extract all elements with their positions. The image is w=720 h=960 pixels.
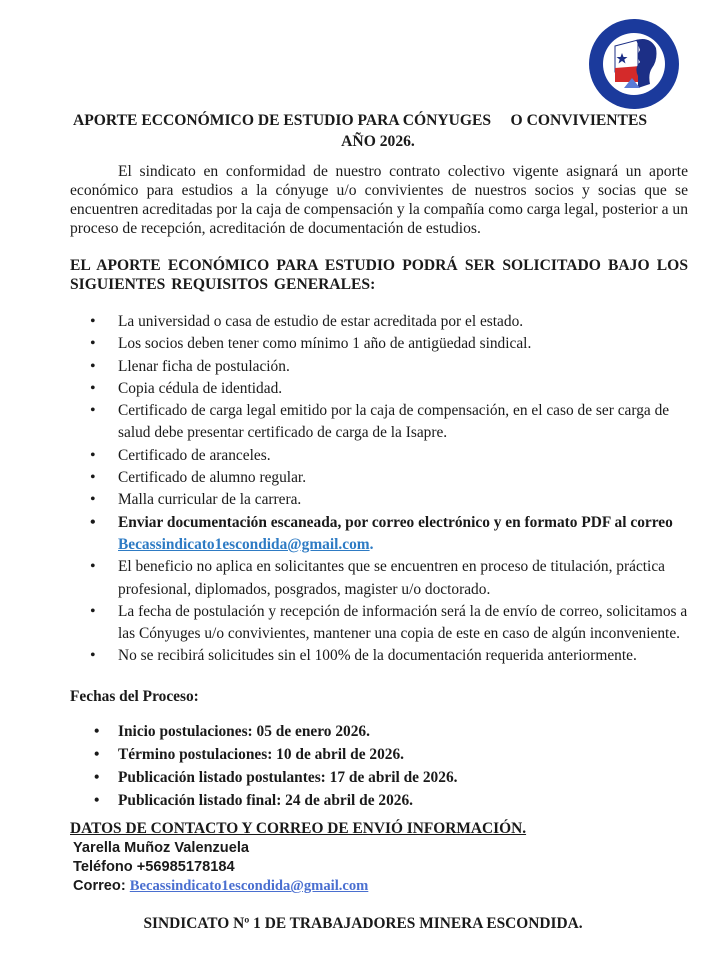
contact-block [73, 839, 368, 896]
requirement-item: • Certificado de alumno regular. [70, 467, 690, 489]
requirement-item: • La fecha de postulación y recepción de información será la de envío de correo, solicitamos a las Cónyuges u/o convivientes, mantener una copia de este en caso de algún inconveniente. [70, 601, 690, 646]
requirement-item: • La universidad o casa de estudio de estar acreditada por el estado. [70, 311, 690, 333]
contact-email-row [73, 877, 368, 896]
contact-phone: Teléfono +56985178184 [73, 859, 235, 875]
intro-paragraph: El sindicato en conformidad de nuestro contrato colectivo vigente asignará un aporte económico para estudios a la cónyuge u/o convivientes de nuestros socios y socias que se encuentren acreditadas por la caja de compensación y la compañía como carga legal, posterior a un proceso de recepción, acreditación de documentación de estudios. [70, 163, 688, 237]
send-docs-text: Enviar documentación escaneada, por correo electrónico y en formato PDF al correo [118, 513, 673, 531]
requirement-item: • No se recibirá solicitudes sin el 100% de la documentación requerida anteriormente. [70, 645, 690, 667]
email-link[interactable]: Becassindicato1escondida@gmail.com [118, 535, 370, 553]
title-line-1: APORTE ECCONÓMICO DE ESTUDIO PARA CÓNYUGES O CONVIVIENTES [73, 112, 648, 129]
contact-email-label: Correo: [73, 878, 130, 894]
date-item: • Publicación listado postulantes: 17 de abril de 2026. [70, 766, 670, 789]
contact-heading: DATOS DE CONTACTO Y CORREO DE ENVIÓ INFORMACIÓN. [70, 820, 527, 837]
union-emblem-icon [588, 18, 680, 110]
requirement-item: • Certificado de aranceles. [70, 445, 690, 467]
date-item: • Término postulaciones: 10 de abril de 2026. [70, 743, 670, 766]
date-item: • Inicio postulaciones: 05 de enero 2026. [70, 720, 670, 743]
footer-signature: SINDICATO Nº 1 DE TRABAJADORES MINERA ESCONDIDA. [143, 915, 583, 932]
title-line-2: AÑO 2026. [341, 133, 415, 150]
requirement-item-send-docs [70, 512, 690, 557]
document-title [68, 110, 688, 152]
date-item: • Publicación listado final: 24 de abril de 2026. [70, 789, 670, 812]
requirement-item: • Llenar ficha de postulación. [70, 356, 690, 378]
union-logo [588, 18, 680, 110]
process-dates-list [70, 720, 670, 812]
requirement-item: • El beneficio no aplica en solicitantes que se encuentren en proceso de titulación, práctica profesional, diplomados, posgrados, magister u/o doctorado. [70, 556, 690, 601]
send-docs-suffix: . [369, 535, 374, 553]
requirement-item: • Copia cédula de identidad. [70, 378, 690, 400]
requirement-item: • Certificado de carga legal emitido por la caja de compensación, en el caso de ser carga de salud debe presentar certificado de carga de la Isapre. [70, 400, 690, 445]
requirement-item: • Malla curricular de la carrera. [70, 489, 690, 511]
requirements-heading: EL APORTE ECONÓMICO PARA ESTUDIO PODRÁ SER SOLICITADO BAJO LOS SIGUIENTES REQUISITOS GENERALES: [70, 257, 688, 293]
requirement-item: • Los socios deben tener como mínimo 1 año de antigüedad sindical. [70, 333, 690, 355]
process-dates-label: Fechas del Proceso: [70, 688, 199, 705]
contact-email-link[interactable]: Becassindicato1escondida@gmail.com [129, 878, 369, 894]
contact-name: Yarella Muñoz Valenzuela [73, 840, 250, 856]
requirements-list [70, 311, 690, 668]
